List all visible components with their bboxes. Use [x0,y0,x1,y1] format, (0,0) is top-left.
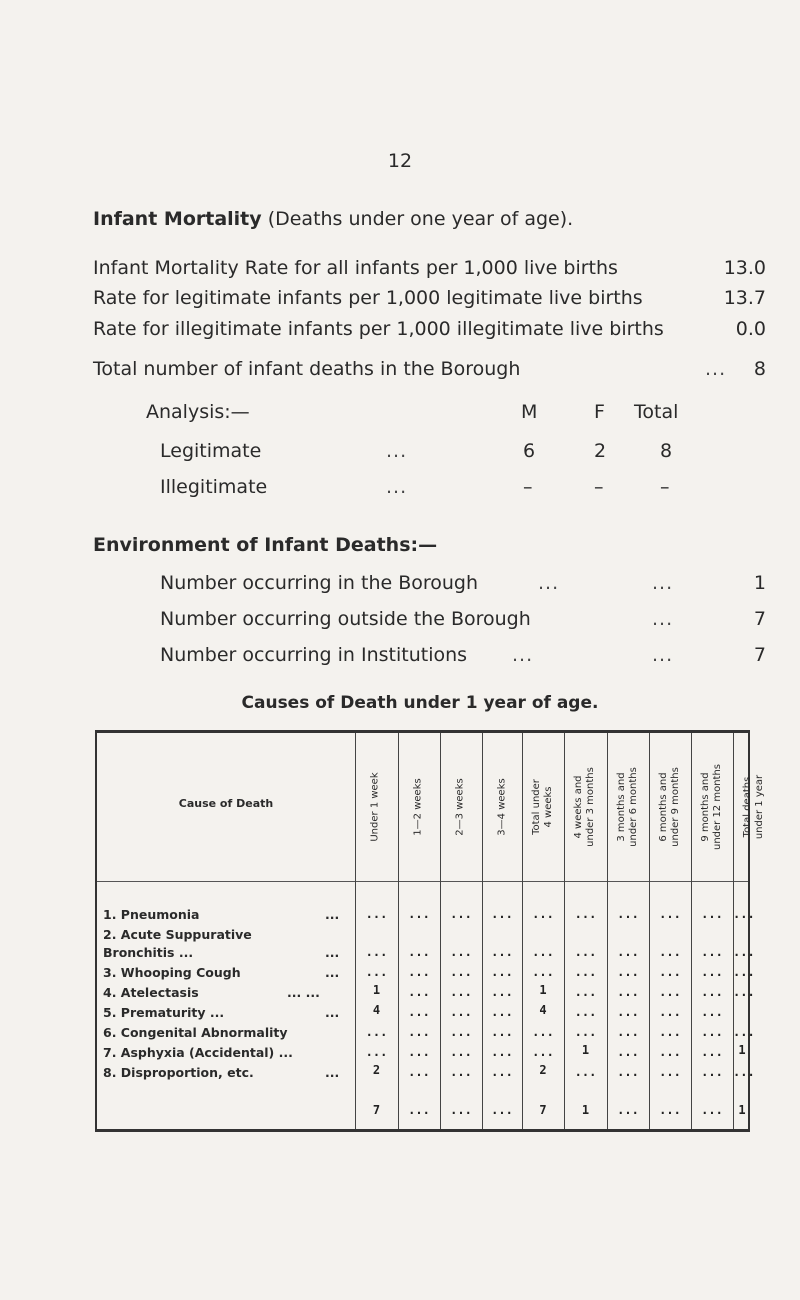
environment-value: 7 [753,608,766,630]
table-cell: ... [491,1025,513,1039]
cause-label: Bronchitis ... [103,945,194,960]
column-header [567,741,603,873]
table-cell: ... [365,1045,388,1059]
analysis-row-label: Illegitimate [160,476,268,498]
table-cell: ... [574,965,597,979]
leader-dots: ... [386,440,408,462]
column-header-label: 6 months and under 9 months [658,767,681,847]
stat-label: Rate for legitimate infants per 1,000 legitimate live births [93,287,643,309]
table-cell: ... [365,945,388,959]
total-cell: ... [450,1103,472,1117]
table-cell: ... [365,907,388,921]
table-cell: ... [491,965,513,979]
table-cell: ... [659,965,681,979]
total-cell: 7 [539,1103,547,1117]
column-header-label: Under 1 week [370,772,382,842]
table-cell: 1 [581,1043,590,1057]
leader-dots: ... [325,1005,340,1020]
table-cell: ... [733,907,755,921]
table-cell: ... [701,1025,723,1039]
table-cell: ... [532,1025,554,1039]
table-cell: ... [450,1005,472,1019]
column-header [652,741,688,873]
table-cell: ... [574,1065,597,1079]
total-cell: ... [659,1103,681,1117]
table-cell: ... [701,965,723,979]
stat-value: 13.0 [723,257,766,279]
total-cell: 1 [738,1103,746,1117]
table-cell: ... [701,985,723,999]
column-header-label: 9 months and under 12 months [700,763,724,851]
table-cell: ... [574,1025,597,1039]
table-cell: ... [491,945,513,959]
leader-dots: ... [325,965,340,980]
table-cell: ... [733,1065,755,1079]
table-cell: ... [450,985,472,999]
cause-label: 5. Prematurity ... [103,1005,225,1020]
column-header-label: 4 weeks and under 3 months [573,767,596,847]
table-cell: ... [491,907,513,921]
table-cell: ... [450,907,472,921]
table-cell: ... [733,985,755,999]
stat-value: 0.0 [735,318,766,340]
table-cell: ... [659,907,681,921]
analysis-f: – [594,476,604,498]
environment-label: Number occurring outside the Borough [160,608,531,630]
table-cell: ... [574,907,597,921]
environment-value: 7 [753,644,766,666]
leader-dots: ... [325,945,340,960]
environment-label: Number occurring in the Borough [160,572,479,594]
table-cell: 1 [738,1043,746,1057]
section-heading [93,208,573,230]
total-cell: ... [491,1103,513,1117]
table-cell: ... [617,985,639,999]
table-cell: ... [701,1065,723,1079]
analysis-m: – [523,476,533,498]
table-cell: ... [532,907,554,921]
column-header [358,741,394,873]
leader-dots: ... [325,907,340,922]
table-cell: ... [574,945,597,959]
column-header [694,741,730,873]
table-cell: ... [659,1005,681,1019]
leader-dots: ... [538,572,560,594]
table-cell: ... [450,965,472,979]
table-cell: ... [617,1025,639,1039]
analysis-header-m: M [521,401,538,423]
table-cell: ... [450,1025,472,1039]
column-header-label: 3 months and under 6 months [616,767,639,847]
analysis-header-total: Total [634,401,679,423]
table-cell: ... [659,985,681,999]
cause-label: 3. Whooping Cough [103,965,241,980]
leader-dots: ... [705,358,727,380]
column-header-label: Total under 4 weeks [531,779,555,835]
column-header-label: Total deaths under 1 year [742,774,766,840]
table-cell: ... [491,985,513,999]
cause-label: 2. Acute Suppurative [103,927,252,942]
table-cell: 4 [372,1003,381,1017]
leader-dots: ... [652,572,674,594]
cause-label: 4. Atelectasis [103,985,199,1000]
stat-label: Infant Mortality Rate for all infants per 1,000 live births [93,257,618,279]
table-cell: ... [408,1065,430,1079]
table-cell: ... [701,907,723,921]
leader-dots: ... [386,476,408,498]
column-header-label: 3—4 weeks [497,778,509,836]
total-cell: 1 [581,1103,590,1117]
page-number: 12 [387,150,413,172]
cause-label: 6. Congenital Abnormality [103,1025,288,1040]
table-cell: 1 [539,983,547,997]
table-cell: ... [617,1065,639,1079]
table-cell: ... [659,1065,681,1079]
column-header [736,741,772,873]
table-cell: ... [491,1045,513,1059]
table-cell: ... [574,985,597,999]
analysis-header-f: F [594,401,605,423]
column-header [401,741,437,873]
table-cell: ... [733,965,755,979]
table-cell: ... [491,1005,513,1019]
table-cell: 2 [372,1063,381,1077]
stat-label: Total number of infant deaths in the Borough [93,358,521,380]
table-cell: ... [659,945,681,959]
table-cell: ... [408,945,430,959]
column-header-label: 2—3 weeks [455,778,467,836]
table-cell: 1 [372,983,381,997]
environment-title: Environment of Infant Deaths:— [93,534,438,556]
table-cell: ... [408,1005,430,1019]
table-cell: ... [532,965,554,979]
causes-table [95,730,766,1132]
table-cell: ... [617,945,639,959]
column-header [525,741,561,873]
table-cell: ... [617,1005,639,1019]
analysis-row-label: Legitimate [160,440,262,462]
table-cell: ... [701,1045,723,1059]
cause-label: 7. Asphyxia (Accidental) ... [103,1045,293,1060]
total-cell: ... [408,1103,430,1117]
table-cell: ... [733,945,755,959]
column-header-label: 1—2 weeks [413,778,425,836]
environment-label: Number occurring in Institutions [160,644,468,666]
table-cell: ... [659,1025,681,1039]
header-divider [97,881,748,882]
table-cell: ... [532,945,554,959]
table-cell: ... [408,1045,430,1059]
table-cell: 4 [539,1003,547,1017]
table-cell: ... [450,945,472,959]
total-cell: 7 [372,1103,381,1117]
section-title: Infant Mortality [93,208,262,230]
column-header [485,741,521,873]
analysis-m: 6 [523,440,536,462]
leader-dots: ... [325,1065,340,1080]
analysis-f: 2 [594,440,607,462]
leader-dots: ... [652,644,674,666]
cause-label: 1. Pneumonia [103,907,200,922]
cause-column-header: Cause of Death [178,797,274,810]
column-header [610,741,646,873]
table-cell: ... [408,1025,430,1039]
table-cell: ... [450,1045,472,1059]
table-cell: ... [450,1065,472,1079]
stat-value: 8 [753,358,766,380]
table-cell: ... [408,965,430,979]
table-cell: ... [491,1065,513,1079]
analysis-total: – [660,476,670,498]
table-cell: ... [408,907,430,921]
table-cell: ... [617,1045,639,1059]
leader-dots: ... [652,608,674,630]
analysis-total: 8 [660,440,673,462]
stat-value: 13.7 [723,287,766,309]
analysis-label: Analysis:— [146,401,250,423]
leader-dots: ... [512,644,534,666]
cause-label: 8. Disproportion, etc. [103,1065,254,1080]
section-subtitle: (Deaths under one year of age). [267,208,574,230]
total-cell: ... [701,1103,723,1117]
leader-dots: ... ... [287,985,320,1000]
table-cell: ... [365,965,388,979]
table-cell: ... [408,985,430,999]
table-cell: 2 [539,1063,547,1077]
table-cell: ... [532,1045,554,1059]
table-cell: ... [574,1005,597,1019]
column-header [443,741,479,873]
table-cell: ... [733,1025,755,1039]
table-cell: ... [701,945,723,959]
table-cell: ... [617,965,639,979]
table-cell: ... [617,907,639,921]
table-cell: ... [701,1005,723,1019]
total-cell: ... [617,1103,639,1117]
table-title: Causes of Death under 1 year of age. [241,693,599,713]
table-cell: ... [365,1025,388,1039]
table-cell: ... [659,1045,681,1059]
environment-value: 1 [753,572,766,594]
stat-label: Rate for illegitimate infants per 1,000 illegitimate live births [93,318,664,340]
